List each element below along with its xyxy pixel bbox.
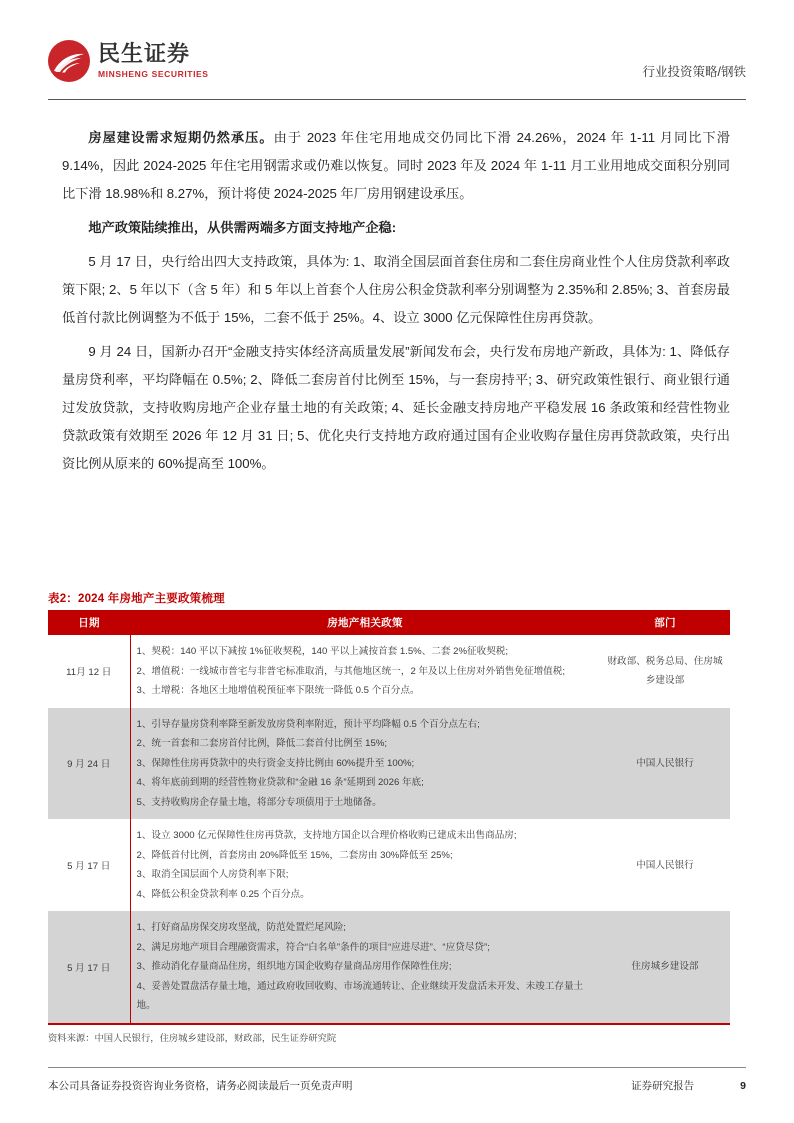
footer-page-number: 9 xyxy=(740,1079,746,1092)
paragraph-4 xyxy=(62,338,730,478)
policy-item: 2、增值税：一线城市普宅与非普宅标准取消，与其他地区统一，2 年及以上住房对外销售免征增值税; xyxy=(136,665,566,677)
footer-disclaimer: 本公司具备证券投资咨询业务资格，请务必阅读最后一页免责声明 xyxy=(48,1080,353,1092)
paragraph-1-lead: 房屋建设需求短期仍然承压。 xyxy=(88,130,274,145)
table-row xyxy=(48,911,730,1024)
policy-table-block xyxy=(48,590,730,1044)
cell-department: 中国人民银行 xyxy=(600,819,730,911)
cell-date: 9 月 24 日 xyxy=(48,708,130,820)
swoosh-icon xyxy=(54,51,85,73)
cell-policy xyxy=(130,635,600,708)
policy-table-body xyxy=(48,635,730,1024)
policy-item: 1、设立 3000 亿元保障性住房再贷款，支持地方国企以合理价格收购已建成未出售商品房; xyxy=(136,830,517,841)
article-body xyxy=(62,124,730,484)
footer-divider xyxy=(48,1067,746,1068)
policy-item: 1、打好商品房保交房攻坚战，防范处置烂尾风险; xyxy=(136,922,346,933)
cell-policy xyxy=(130,708,600,820)
footer-report-label: 证券研究报告 xyxy=(631,1080,695,1092)
header-divider xyxy=(48,99,746,100)
cell-policy xyxy=(130,911,600,1024)
table-caption: 表2：2024 年房地产主要政策梳理 xyxy=(48,593,225,605)
page-footer xyxy=(48,1078,746,1093)
policy-item: 2、降低首付比例，首套房由 20%降低至 15%，二套房由 30%降低至 25%; xyxy=(136,849,453,861)
cell-date: 5 月 17 日 xyxy=(48,911,130,1024)
policy-item: 4、将年底前到期的经营性物业贷款和“金融 16 条”延期到 2026 年底; xyxy=(136,777,424,788)
policy-item: 1、契税：140 平以下减按 1%征收契税，140 平以上减按首套 1.5%、二套 2%征收契税; xyxy=(136,646,509,657)
logo-english-name: MINSHENG SECURITIES xyxy=(98,68,209,79)
policy-item: 5、支持收购房企存量土地，将部分专项债用于土地储备。 xyxy=(136,796,382,808)
policy-item: 3、取消全国层面个人房贷利率下限; xyxy=(136,869,289,880)
column-header-date: 日期 xyxy=(48,610,130,635)
policy-item: 3、推动消化存量商品住房，组织地方国企收购存量商品房用作保障性住房; xyxy=(136,961,452,972)
cell-department: 住房城乡建设部 xyxy=(600,911,730,1024)
policy-table xyxy=(48,610,730,1025)
paragraph-4-text: 9 月 24 日，国新办召开“金融支持实体经济高质量发展”新闻发布会，央行发布房地产新政，具体为: 1、降低存量房贷利率，平均降幅在 0.5%; 2、降低二套房首付比例至 15%，与一套房持平; 3、研究政策性银行、商业银行通过发放贷款，支持收购房地产企业存量土地的有关政策; 4、延长金融支持房地产平稳发展 16 条政策和经营性物业贷款政策有效期至 2026 年 12 月 31 日; 5、优化央行支持地方政府通过国有企业收购存量住房再贷款政策，央行出资比例从原来的 60%提高至 100%。 xyxy=(62,344,730,471)
policy-item: 2、满足房地产项目合理融资需求，符合“白名单”条件的项目“应进尽进”、“应贷尽贷”; xyxy=(136,941,490,953)
paragraph-1-text: 由于 2023 年住宅用地成交仍同比下滑 24.26%，2024 年 1-11 月同比下滑 9.14%，因此 2024-2025 年住宅用钢需求或仍难以恢复。同时 2023 年及 2024 年 1-11 月工业用地成交面积分别同比下滑 18.98%和 8.27%，预计将使 2024-2025 年厂房用钢建设承压。 xyxy=(62,130,730,201)
policy-item: 3、土增税：各地区土地增值税预征率下限统一降低 0.5 个百分点。 xyxy=(136,685,420,696)
table-row xyxy=(48,819,730,911)
paragraph-1 xyxy=(62,124,730,208)
policy-item: 3、保障性住房再贷款中的央行资金支持比例由 60%提升至 100%; xyxy=(136,757,415,769)
header-category-label: 行业投资策略/钢铁 xyxy=(642,65,746,79)
column-header-policy: 房地产相关政策 xyxy=(130,610,600,635)
policy-item: 2、统一首套和二套房首付比例，降低二套首付比例至 15%; xyxy=(136,738,388,749)
paragraph-2 xyxy=(62,214,730,242)
paragraph-2-lead: 地产政策陆续推出，从供需两端多方面支持地产企稳: xyxy=(88,220,397,235)
table-source-note: 资料来源：中国人民银行，住房城乡建设部，财政部，民生证券研究院 xyxy=(48,1032,337,1043)
logo-chinese-name: 民生证券 xyxy=(98,42,191,68)
policy-item: 4、妥善处置盘活存量土地，通过政府收回收购、市场流通转让、企业继续开发盘活未开发、未竣工存量土地。 xyxy=(136,980,584,1011)
policy-item: 1、引导存量房贷利率降至新发放房贷利率附近，预计平均降幅 0.5 个百分点左右; xyxy=(136,718,480,730)
paragraph-3-text: 5 月 17 日，央行给出四大支持政策，具体为: 1、取消全国层面首套住房和二套住房商业性个人住房贷款利率政策下限; 2、5 年以下（含 5 年）和 5 年以上首套个人住房公积金贷款利率分别调整为 2.35%和 2.85%; 3、首套房最低首付款比例调整为不低于 15%，二套不低于 25%。4、设立 3000 亿元保障性住房再贷款。 xyxy=(62,254,730,325)
paragraph-3 xyxy=(62,248,730,332)
cell-department: 财政部、税务总局、住房城乡建设部 xyxy=(600,635,730,708)
cell-date: 5 月 17 日 xyxy=(48,819,130,911)
cell-policy xyxy=(130,819,600,911)
cell-department: 中国人民银行 xyxy=(600,708,730,820)
minsheng-logo-icon xyxy=(48,40,90,82)
column-header-department: 部门 xyxy=(600,610,730,635)
brand-logo xyxy=(48,40,209,82)
cell-date: 11月 12 日 xyxy=(48,635,130,708)
table-row xyxy=(48,635,730,708)
table-header-row xyxy=(48,610,730,635)
table-row xyxy=(48,708,730,820)
page-header xyxy=(48,40,746,96)
policy-item: 4、降低公积金贷款利率 0.25 个百分点。 xyxy=(136,888,310,900)
